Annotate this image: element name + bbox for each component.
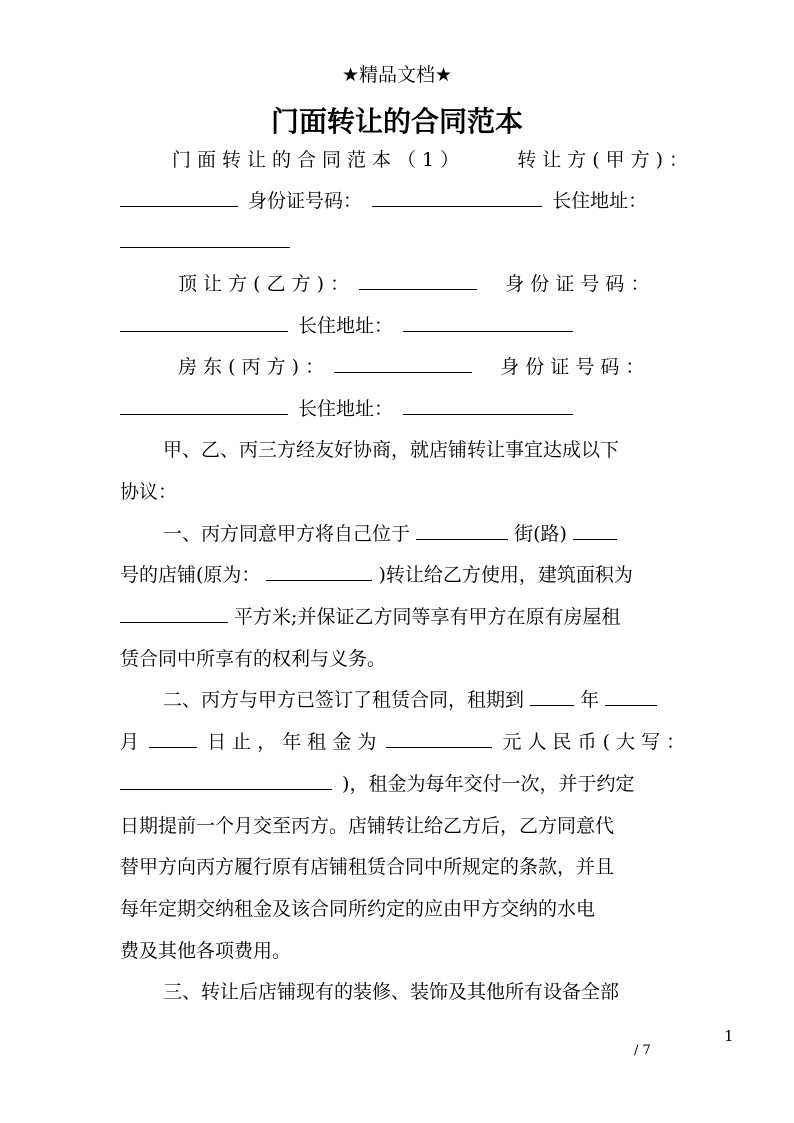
paragraph-line [120,847,680,887]
blank-field [149,746,197,748]
blank-field [120,413,288,415]
page-total: / 7 [634,1043,651,1058]
paragraph-line [120,722,686,762]
paragraph-text: 每年定期交纳租金及该合同所约定的应由甲方交纳的水电 [120,898,596,920]
paragraph-line [120,806,680,846]
paragraph-text: 费及其他各项费用。 [120,940,292,962]
paragraph-line [120,889,680,929]
blank-field [120,788,332,790]
paragraph-text: 日 止 ， 年 租 金 为 [207,731,377,753]
paragraph-text: 月 [120,731,140,753]
paragraph-text: 元 人 民 币 ( 大 写 ： [502,731,686,753]
paragraph-text: 协议： [120,481,178,503]
blank-field [120,330,288,332]
paragraph-line [120,306,680,346]
paragraph-text: 街(路) [514,523,567,545]
paragraph-line [120,389,680,429]
paragraph-line [120,181,680,221]
blank-field [403,413,573,415]
paragraph-line [120,555,680,595]
document-header: ★精品文档★ [341,64,453,86]
blank-field [403,330,573,332]
paragraph-line [120,931,680,971]
paragraph-text: )，租金为每年交付一次，并于约定 [342,773,635,795]
blank-field [120,205,238,207]
blank-field [120,246,290,248]
paragraph-line [163,972,683,1012]
paragraph-line [178,347,683,387]
paragraph-text: 平方米;并保证乙方同等享有甲方在原有房屋租 [234,606,621,628]
paragraph-line [120,222,680,262]
blank-field [372,205,542,207]
paragraph-text: )转让给乙方使用，建筑面积为 [378,564,633,586]
paragraph-line [178,264,683,304]
blank-field [530,704,574,706]
id-label: 身 份 证 号 码 ： [500,356,645,378]
party-label: 房 东 ( 丙 方 ) ： [178,356,325,378]
blank-field [120,621,228,623]
blank-field [266,579,372,581]
blank-field [386,746,492,748]
address-label: 长住地址： [298,315,394,337]
section-heading: 门面转让的合同范本（1） [172,149,466,171]
paragraph-line [120,597,680,637]
blank-field [605,704,657,706]
id-label: 身 份 证 号 码 ： [505,273,650,295]
paragraph-text: 一、丙方同意甲方将自己位于 [163,523,411,545]
paragraph-line [163,680,683,720]
paragraph-line [163,514,683,554]
paragraph-line [120,764,680,804]
paragraph-line [120,639,680,679]
id-label: 身份证号码： [248,190,363,212]
address-label: 长住地址： [298,398,394,420]
blank-field [359,288,477,290]
paragraph-line [172,140,695,180]
paragraph-text: 甲、乙、丙三方经友好协商，就店铺转让事宜达成以下 [163,439,620,461]
paragraph-text: 替甲方向丙方履行原有店铺租赁合同中所规定的条款，并且 [120,856,615,878]
paragraph-text: 日期提前一个月交至丙方。店铺转让给乙方后，乙方同意代 [120,815,615,837]
party-label: 转让方(甲方)： [517,149,695,171]
paragraph-text: 号的店铺(原为： [120,564,261,586]
party-label: 顶 让 方 ( 乙 方 ) ： [178,273,350,295]
blank-field [573,538,617,540]
paragraph-text: 三、转让后店铺现有的装修、装饰及其他所有设备全部 [163,981,620,1003]
page-number: 1 [724,1027,734,1045]
document-title: 门面转让的合同范本 [270,105,523,138]
paragraph-text: 赁合同中所享有的权利与义务。 [120,648,387,670]
address-label: 长住地址： [552,190,648,212]
paragraph-text: 年 [580,689,600,711]
paragraph-text: 二、丙方与甲方已签订了租赁合同，租期到 [163,689,525,711]
paragraph-line [120,472,680,512]
blank-field [416,538,508,540]
paragraph-line [163,430,683,470]
blank-field [334,371,472,373]
